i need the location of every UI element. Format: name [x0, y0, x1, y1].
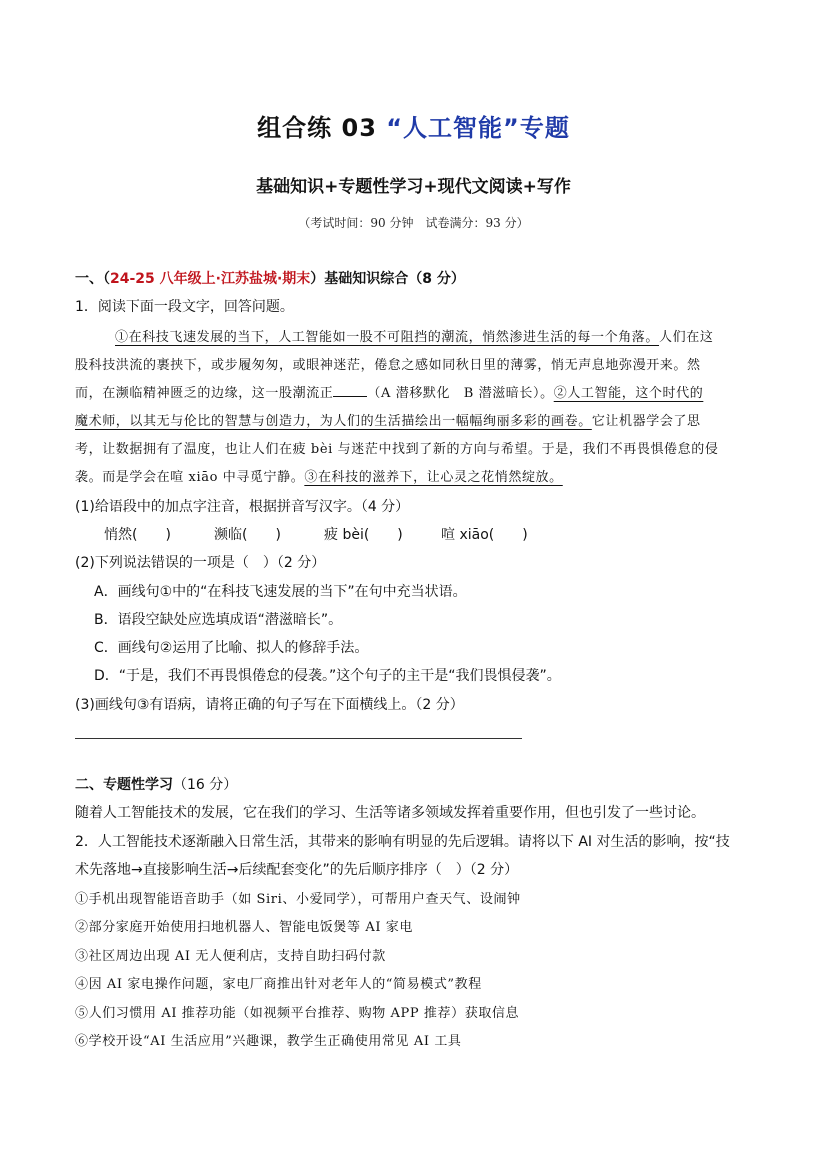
pinyin-item[interactable]: 悄然( ) — [104, 527, 171, 543]
sub-question-2: (2)下列说法错误的一项是（ ）（2 分） — [75, 555, 326, 571]
option-a[interactable]: A．画线句①中的“在科技飞速发展的当下”在句中充当状语。 — [94, 584, 467, 600]
passage-line-3: 而，在濒临精神匮乏的边缘，这一股潮流正 （A 潜移默化 B 潜滋暗长）。②人工智能，这个时代的 — [75, 386, 704, 401]
underlined-sentence-3: ③在科技的滋养下，让心灵之花悄然绽放。 — [304, 470, 563, 485]
section1-source: 24-25 八年级上·江苏盐城·期末 — [110, 271, 311, 287]
list-item: ⑤人们习惯用 AI 推荐功能（如视频平台推荐、购物 APP 推荐）获取信息 — [75, 1006, 520, 1021]
section2-title: 二、专题性学习 — [75, 777, 173, 793]
list-item: ③社区周边出现 AI 无人便利店，支持自助扫码付款 — [75, 949, 386, 964]
option-c[interactable]: C．画线句②运用了比喻、拟人的修辞手法。 — [94, 640, 369, 656]
underlined-sentence-2-start: ②人工智能，这个时代的 — [553, 386, 704, 401]
page-subtitle: 基础知识+专题性学习+现代文阅读+写作 — [256, 177, 571, 197]
section2-intro: 随着人工智能技术的发展，它在我们的学习、生活等诸多领域发挥着重要作用，但也引发了一些讨论。 — [75, 805, 705, 821]
pinyin-item[interactable]: 喧 xiāo( ) — [441, 527, 528, 543]
underlined-sentence-1: ①在科技飞速发展的当下，人工智能如一股不可阻挡的潮流，悄然渗进生活的每一个角落。 — [115, 330, 660, 345]
page-title — [0, 108, 827, 143]
list-item: ④因 AI 家电操作问题，家电厂商推出针对老年人的“简易模式”教程 — [75, 977, 482, 992]
list-item: ⑥学校开设“AI 生活应用”兴趣课，教学生正确使用常见 AI 工具 — [75, 1034, 462, 1049]
section1-num: 一、（ — [75, 271, 110, 287]
answer-line[interactable] — [75, 738, 522, 739]
section1-title: ）基础知识综合（8 分） — [310, 271, 465, 287]
option-b[interactable]: B．语段空缺处应选填成语“潜滋暗长”。 — [94, 612, 343, 628]
exam-info: （考试时间：90 分钟 试卷满分：93 分） — [298, 216, 529, 230]
passage-line-6: 袭。而是学会在喧 xiāo 中寻觅宁静。③在科技的滋养下，让心灵之花悄然绽放。 — [75, 470, 563, 485]
pinyin-row — [104, 524, 528, 544]
passage-line-2: 股科技洪流的裹挟下，或步履匆匆，或眼神迷茫，倦怠之感如同秋日里的薄雾，悄无声息地弥漫开来。然 — [75, 358, 701, 373]
passage-line-4: 魔术师，以其无与伦比的智慧与创造力，为人们的生活描绘出一幅幅绚丽多彩的画卷。它让机器学会了思 — [75, 414, 701, 429]
option-d[interactable]: D．“于是，我们不再畏惧倦怠的侵袭。”这个句子的主干是“我们畏惧侵袭”。 — [94, 668, 561, 684]
question-1-stem: 1．阅读下面一段文字，回答问题。 — [75, 299, 294, 315]
fill-blank[interactable] — [333, 384, 367, 397]
sub-question-1: (1)给语段中的加点字注音，根据拼音写汉字。（4 分） — [75, 499, 410, 515]
sub-question-3: (3)画线句③有语病，请将正确的句子写在下面横线上。（2 分） — [75, 697, 464, 713]
pinyin-item[interactable]: 濒临( ) — [214, 527, 281, 543]
question-2-line-1: 2．人工智能技术逐渐融入日常生活，其带来的影响有明显的先后逻辑。请将以下 AI 对生活的影响，按“技 — [75, 834, 730, 850]
section2-heading — [75, 774, 237, 794]
question-2-line-2: 术先落地→直接影响生活→后续配套变化”的先后顺序排序（ ）（2 分） — [75, 862, 519, 878]
passage-line-1: ①在科技飞速发展的当下，人工智能如一股不可阻挡的潮流，悄然渗进生活的每一个角落。人们在这 — [115, 330, 714, 345]
title-prefix: 组合练 03 — [257, 114, 377, 142]
title-topic: “人工智能”专题 — [386, 114, 570, 142]
section1-heading — [75, 268, 465, 288]
list-item: ②部分家庭开始使用扫地机器人、智能电饭煲等 AI 家电 — [75, 920, 413, 935]
section2-points: （16 分） — [173, 777, 238, 793]
underlined-sentence-2-end: 魔术师，以其无与伦比的智慧与创造力，为人们的生活描绘出一幅幅绚丽多彩的画卷。 — [75, 414, 592, 429]
passage-line-5: 考，让数据拥有了温度，也让人们在疲 bèi 与迷茫中找到了新的方向与希望。于是，我们不再畏惧倦怠的侵 — [75, 442, 719, 457]
list-item: ①手机出现智能语音助手（如 Siri、小爱同学），可帮用户查天气、设闹钟 — [75, 892, 521, 907]
pinyin-item[interactable]: 疲 bèi( ) — [324, 527, 403, 543]
